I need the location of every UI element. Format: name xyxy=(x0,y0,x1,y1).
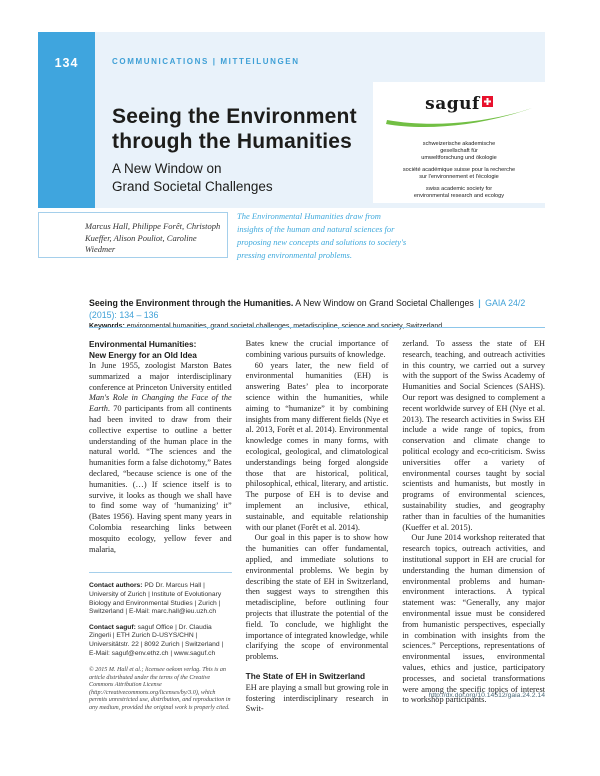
section-header: COMMUNICATIONS | MITTEILUNGEN xyxy=(112,57,300,66)
citation-line xyxy=(89,297,545,321)
contact-authors-label: Contact authors: xyxy=(89,582,143,590)
article-title-line2: through the Humanities xyxy=(112,130,353,153)
book-title: Man's Role in Changing the Face of the Earth xyxy=(89,393,232,414)
page-number-box xyxy=(38,32,95,208)
citation-reference: GAIA 24/2 (2015): 134 – 136 xyxy=(89,298,526,320)
article-title-line1: Seeing the Environment xyxy=(112,105,357,128)
citation-separator: | xyxy=(478,298,481,308)
section-heading-1: Environmental Humanities: New Energy for an Old Idea xyxy=(89,339,197,360)
doi-link[interactable]: http://dx.doi.org/10.14512/gaia.24.2.14 xyxy=(428,692,545,699)
contact-authors-text: PD Dr. Marcus Hall | University of Zurich | Institute of Evolutionary Biology and Environmental Studies | Zurich | Switzerland | E-Mail: marc.hall@ieu.uzh.ch xyxy=(89,582,222,616)
article-subtitle-line1: A New Window on xyxy=(112,161,222,176)
saguf-logo xyxy=(425,94,493,114)
abstract-text: The Environmental Humanities draw from insights of the human and natural sciences for proposing new concepts and solutions to society's pressing environmental problems. xyxy=(237,211,407,260)
authors-box xyxy=(38,212,228,258)
column-2 xyxy=(246,339,389,715)
saguf-description-de: schweizerische akademische gesellschaft für umweltforschung und ökologie xyxy=(421,141,497,161)
contact-saguf-text: saguf Office | Dr. Claudia Zingerli | ETH Zurich D-USYS/CHN | Universitätstr. 22 | 8092 Zurich | Switzerland | E-Mail: saguf@env.ethz.ch | www.saguf.ch xyxy=(89,623,224,657)
contact-saguf xyxy=(89,624,232,658)
article-title xyxy=(112,104,357,154)
saguf-descriptions xyxy=(373,141,545,200)
article-body xyxy=(89,339,545,715)
saguf-logo-box xyxy=(373,82,545,203)
paragraph: EH are playing a small but growing role in fostering interdisciplinary research in Swit- xyxy=(245,682,389,714)
paragraph: Bates knew the crucial importance of combining various pursuits of knowledge. xyxy=(245,339,389,359)
saguf-wordmark: saguf xyxy=(425,94,480,114)
saguf-description-fr: société académique suisse pour la recherche sur l'environnement et l'écologie xyxy=(402,167,516,180)
divider-rule xyxy=(89,327,545,328)
paragraph: zerland. To assess the state of EH research, teaching, and outreach activities in this country, we carried out a survey with the support of the Swiss Academy of Humanities and Social Sciences (SAHS). Our report was designed to complement a recent worldwide survey of EH (Nye et al. 2013). The research activities in Swiss EH include a wide range of topics, from conservation and climate change to political ecology and eco-criticism. Swiss universities offer a variety of environmental courses taught by social scientists and humanists, but mostly in programs of environmental sciences, sustainability studies, and geography rather than in faculties of the humanities (Kueffer et al. 2015). xyxy=(402,339,546,532)
article-subtitle-line2: Grand Societal Challenges xyxy=(112,179,273,194)
contact-authors xyxy=(89,582,232,616)
paragraph: In June 1955, zoologist Marston Bates summarized a major interdisciplinary conference at Princeton University entitled Man's Role in Changing the Face of the Earth. 70 participants from all continents had been invited to draw from their collective expertise to outline a better understanding of the human place in the natural world. “The sciences and the humanities form a false dichotomy,” Bates declared, “because science is one of the humanities. (…) If science itself is to survive, it looks as though we shall have to find some way of ‘humanizing’ it” (Bates 1956). Having spent many years in Colombia researching links between mosquito ecology, yellow fever and malaria, xyxy=(89,361,232,554)
page-number: 134 xyxy=(54,56,79,70)
saguf-description-en: swiss academic society for environmental research and ecology xyxy=(413,186,505,199)
contact-block xyxy=(89,572,232,712)
section-heading-2: The State of EH in Switzerland xyxy=(245,670,366,681)
copyright-notice: © 2015 M. Hall et al.; licensee oekom verlag. This is an article distributed under the terms of the Creative Commons Attribution License (http://creativecommons.org/licenses/by/3.0), which permits unrestricted use, distribution, and reproduction in any medium, provided the original work is properly cited. xyxy=(89,667,231,712)
contact-saguf-label: Contact saguf: xyxy=(89,623,136,631)
paragraph: 60 years later, the new field of environmental humanities (EH) is answering Bates’ plea to incorporate science within the humanities, while aiming to “humanize” it by combining insights from many different fields (Nye et al. 2013, Forêt et al. 2014). Environmental knowledge comes in many forms, with ecological, geological, and climatological understandings being forged alongside those that are historical, political, philosophical, ethical, literary, and artistic. The purpose of EH is to devise and implement an inclusive, ethical, sustainable, and equitable relationship with our planet (Forêt et al. 2014). xyxy=(245,360,389,532)
column-3 xyxy=(402,339,545,715)
citation-subtitle: A New Window on Grand Societal Challenges xyxy=(293,298,474,308)
paragraph: Our June 2014 workshop reiterated that research topics, outreach activities, and institutional support in EH are crucial for understanding the human dimension of environmental problems and human-environment interactions. A typical statement was: “Generally, any major environmental issue must be considered from humanistic perspectives, especially in combination with insights from the sciences.” Perceptions, representations of environmental issues, environmental values, ethics and justice, participatory processes, and societal transformations were among the specific topics of interest to workshop participants. xyxy=(402,533,546,705)
swiss-flag-icon xyxy=(482,94,493,112)
paragraph: Our goal in this paper is to show how the humanities can offer fundamental, applied, and immediate solutions to environmental problems. We begin by describing the state of EH in Switzerland, then suggest ways to strengthen this metadiscipline, before outlining four projects that illustrate the potential of the field. To conclude, we highlight the importance of integrated knowledge, while clarifying the scope of environmental problems. xyxy=(245,533,389,662)
authors-names: Marcus Hall, Philippe Forêt, Christoph Kueffer, Alison Pouliot, Caroline Wiedmer xyxy=(85,221,221,254)
article-subtitle xyxy=(112,160,273,196)
column-1 xyxy=(89,339,232,715)
citation-title: Seeing the Environment through the Humanities. xyxy=(89,298,294,308)
